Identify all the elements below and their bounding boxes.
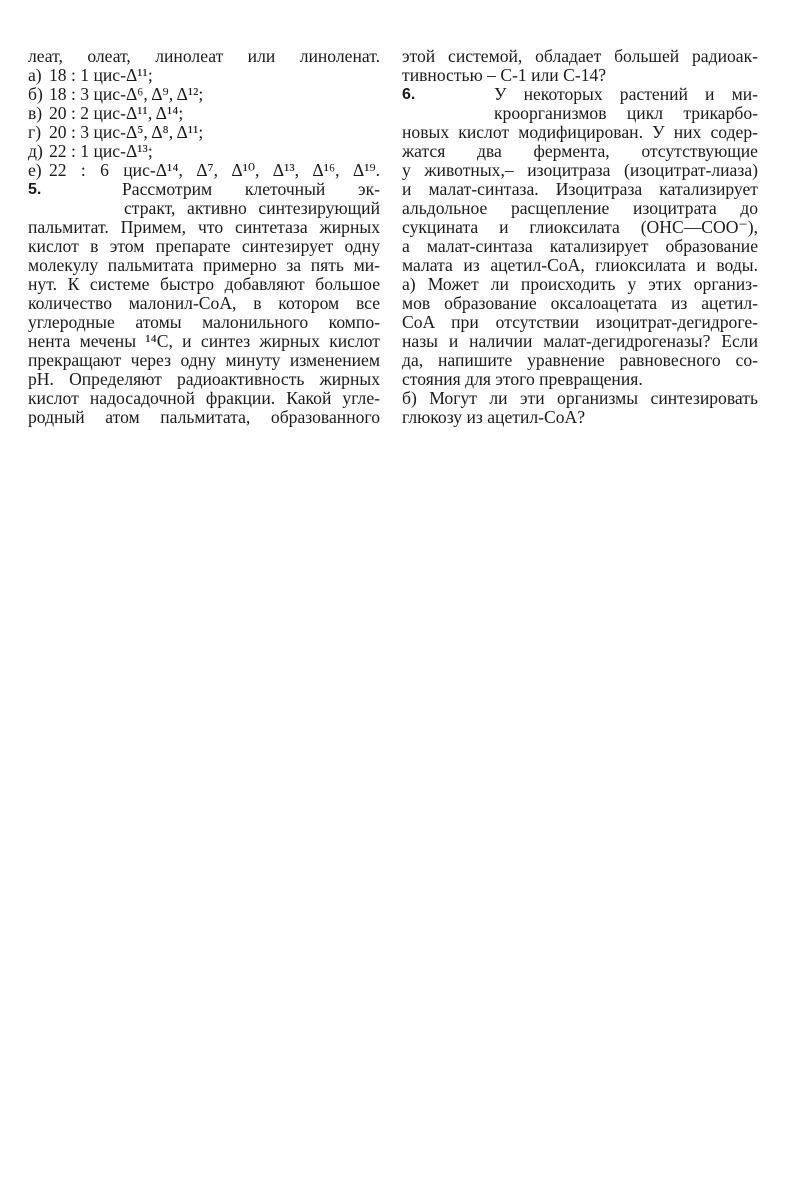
paragraph-line: кислот надосадочной фракции. Какой угле- xyxy=(28,388,380,408)
paragraph-line: стракт, активно синтезирующий xyxy=(124,198,380,218)
item-text: 20 : 2 цис-Δ¹¹, Δ¹⁴; xyxy=(49,103,184,123)
paragraph-line: назы и наличии малат-дегидрогеназы? Если xyxy=(402,331,758,351)
paragraph-line: У некоторых растений и ми- xyxy=(494,84,758,104)
list-item xyxy=(28,123,380,142)
list-item xyxy=(28,85,380,104)
paragraph-line: родный атом пальмитата, образованного xyxy=(28,407,380,427)
paragraph-line: нента мечены ¹⁴C, и синтез жирных кислот xyxy=(28,331,380,351)
list-item xyxy=(28,66,380,85)
paragraph-line: альдольное расщепление изоцитрата до xyxy=(402,198,758,218)
problem-6-first-line xyxy=(402,85,758,104)
paragraph-line: да, напишите уравнение равновесного со- xyxy=(402,350,758,370)
paragraph-line: б) Могут ли эти организмы синтезировать xyxy=(402,388,758,408)
paragraph-line: у животных,– изоцитраза (изоцитрат-лиаза) xyxy=(402,160,758,180)
paragraph-line: мов образование оксалоацетата из ацетил- xyxy=(402,293,758,313)
paragraph-line: стояния для этого превращения. xyxy=(402,369,643,389)
item-label: в) xyxy=(28,103,43,123)
right-column xyxy=(402,47,758,427)
paragraph-line: CoA при отсутствии изоцитрат-дегидроге- xyxy=(402,312,758,332)
paragraph-line: а малат-синтаза катализирует образование xyxy=(402,236,758,256)
paragraph-line: молекулу пальмитата примерно за пять ми- xyxy=(28,255,380,275)
paragraph-line: прекращают через одну минуту изменением xyxy=(28,350,380,370)
problem-number: 6. xyxy=(402,86,416,103)
left-column xyxy=(28,47,380,427)
paragraph-line: этой системой, обладает большей радиоак- xyxy=(402,46,758,66)
item-text: 20 : 3 цис-Δ⁵, Δ⁸, Δ¹¹; xyxy=(49,122,204,142)
paragraph-line: сукцината и глиоксилата (OHC—COO⁻), xyxy=(402,217,758,237)
item-label: е) xyxy=(28,160,42,180)
problem-number: 5. xyxy=(28,181,42,198)
paragraph-line: новых кислот модифицирован. У них содер- xyxy=(402,122,758,142)
paragraph-line: Рассмотрим клеточный эк- xyxy=(122,179,380,199)
paragraph-line: пальмитат. Примем, что синтетаза жирных xyxy=(28,217,380,237)
paragraph-line: а) Может ли происходить у этих организ- xyxy=(402,274,758,294)
item-text: 22 : 6 цис-Δ¹⁴, Δ⁷, Δ¹⁰, Δ¹³, Δ¹⁶, Δ¹⁹. xyxy=(49,160,380,180)
intro-line: леат, олеат, линолеат или линоленат. xyxy=(28,46,380,66)
paragraph-line: и малат-синтаза. Изоцитраза катализирует xyxy=(402,179,758,199)
paragraph-line: тивностью – C-1 или C-14? xyxy=(402,65,607,85)
list-item xyxy=(28,104,380,123)
item-text: 18 : 3 цис-Δ⁶, Δ⁹, Δ¹²; xyxy=(49,84,204,104)
item-label: г) xyxy=(28,122,42,142)
item-label: б) xyxy=(28,84,43,104)
item-text: 22 : 1 цис-Δ¹³; xyxy=(49,141,153,161)
paragraph-line: pH. Определяют радиоактивность жирных xyxy=(28,369,380,389)
problem-5-first-line xyxy=(28,180,380,199)
list-item xyxy=(28,142,380,161)
item-label: д) xyxy=(28,141,43,161)
paragraph-line: нут. К системе быстро добавляют большое xyxy=(28,274,380,294)
item-text: 18 : 1 цис-Δ¹¹; xyxy=(49,65,153,85)
item-label: а) xyxy=(28,65,42,85)
paragraph-line: кислот в этом препарате синтезирует одну xyxy=(28,236,380,256)
paragraph-line: кроорганизмов цикл трикарбо- xyxy=(494,103,758,123)
paragraph-line: углеродные атомы малонильного компо- xyxy=(28,312,380,332)
list-item xyxy=(28,161,380,180)
paragraph-line: жатся два фермента, отсутствующие xyxy=(402,141,758,161)
paragraph-line: количество малонил-CoA, в котором все xyxy=(28,293,380,313)
paragraph-line: малата из ацетил-CoA, глиоксилата и воды. xyxy=(402,255,758,275)
paragraph-line: глюкозу из ацетил-CoA? xyxy=(402,407,586,427)
